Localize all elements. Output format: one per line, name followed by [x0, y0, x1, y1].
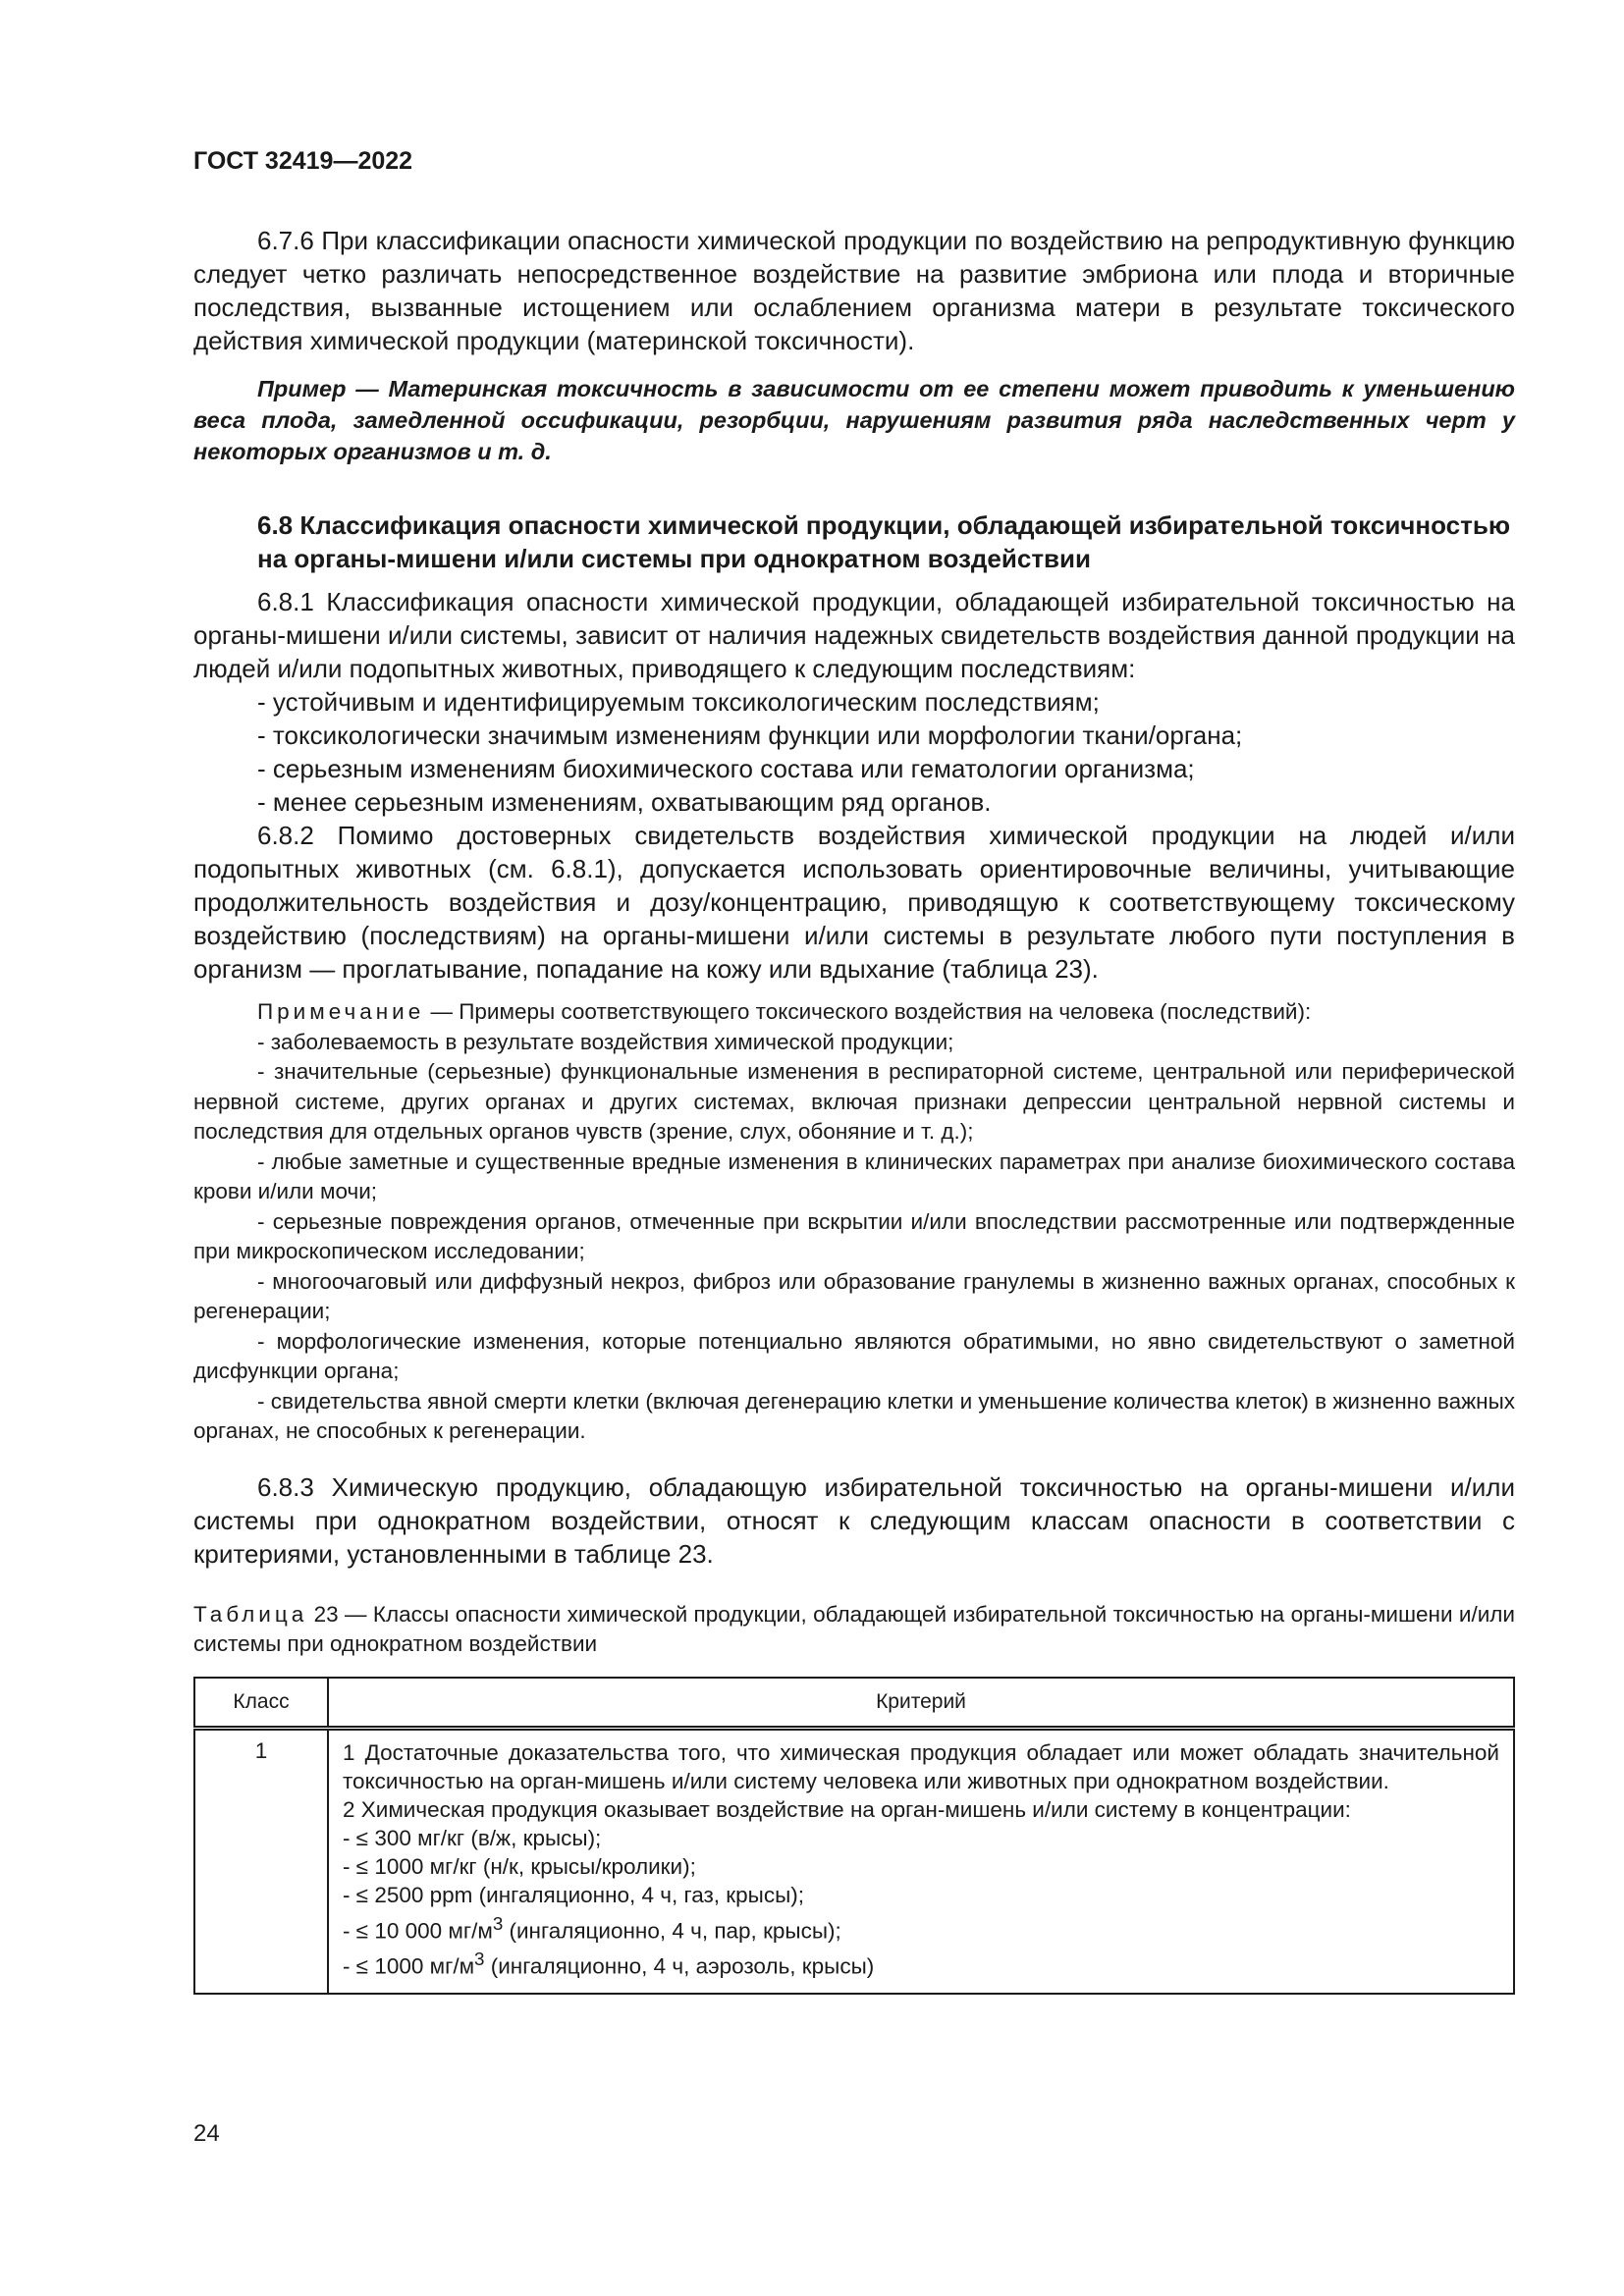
document-id: ГОСТ 32419—2022: [193, 147, 413, 175]
table-row: [194, 1728, 1514, 1994]
example-note: Пример — Материнская токсичность в зависимости от ее степени может приводить к уменьшению веса плода, замедленной оссификации, резорбции, нарушениям развития ряда наследственных черт у некоторых организмов и т. д.: [193, 376, 1515, 464]
dose-text: - ≤ 1000 мг/м: [343, 1953, 475, 1979]
criterion-cell: [328, 1728, 1514, 1994]
dose-text: (ингаляционно, 4 ч, пар, крысы);: [503, 1918, 841, 1943]
list-item: - менее серьезным изменениям, охватывающим ряд органов.: [257, 787, 992, 817]
paragraph-6-7-6: 6.7.6 При классификации опасности химической продукции по воздействию на репродуктивную функцию следует четко различать непосредственное воздействие на развитие эмбриона или плода и вторичные последствия, вызванные истощением или ослаблением организма матери в результате токсического действия химической продукции (материнской токсичности).: [193, 226, 1515, 355]
note-lead: [193, 997, 1515, 1028]
note-label: Примечание: [257, 999, 425, 1024]
note-item: - заболеваемость в результате воздействия химической продукции;: [257, 1029, 954, 1054]
note-item: - любые заметные и существенные вредные изменения в клинических параметрах при анализе биохимического состава крови и/или мочи;: [193, 1148, 1515, 1203]
class-cell: 1: [194, 1728, 328, 1994]
note-item: - серьезные повреждения органов, отмеченные при вскрытии и/или впоследствии рассмотренные или подтвержденные при микроскопическом исследовании;: [193, 1208, 1515, 1263]
list-item: - серьезным изменениям биохимического состава или гематологии организма;: [257, 754, 1195, 783]
column-header-criterion: Критерий: [328, 1678, 1514, 1729]
table-caption: [193, 1600, 1515, 1659]
document-body: [193, 224, 1515, 1995]
note-lead-text: — Примеры соответствующего токсического воздействия на человека (последствий):: [424, 999, 1312, 1024]
paragraph-6-8-1: 6.8.1 Классификация опасности химической продукции, обладающей избирательной токсичностью на органы-мишени и/или системы, зависит от наличия надежных свидетельств воздействия данной продукции на людей и/или подопытных животных, приводящего к следующим последствиям:: [193, 587, 1515, 683]
dose-text: - ≤ 10 000 мг/м: [343, 1918, 493, 1943]
paragraph-6-8-3: 6.8.3 Химическую продукцию, обладающую избирательной токсичностью на органы-мишени и/или системы при однократном воздействии, относят к следующим классам опасности в соответствии с критериями, установленными в таблице 23.: [193, 1471, 1515, 1569]
note-item: - значительные (серьезные) функциональные изменения в респираторной системе, центральной или периферической нервной системе, других органах и других системах, включая признаки депрессии центральной нервной системы и последствия для отдельных органов чувств (зрение, слух, обоняние и т. д.);: [193, 1059, 1515, 1144]
note-item: - морфологические изменения, которые потенциально являются обратимыми, но явно свидетельствуют о заметной дисфункции органа;: [193, 1328, 1515, 1383]
criterion-dose: [343, 1909, 1499, 1946]
superscript: 3: [492, 1912, 504, 1934]
list-item: - токсикологически значимым изменениям функции или морфологии ткани/органа;: [257, 721, 1243, 750]
list-item: - устойчивым и идентифицируемым токсикологическим последствиям;: [257, 687, 1100, 717]
section-heading-6-8: 6.8 Классификация опасности химической продукции, обладающей избирательной токсичностью на органы-мишени и/или системы при однократном воздействии: [257, 510, 1511, 573]
paragraph-6-8-2: 6.8.2 Помимо достоверных свидетельств воздействия химической продукции на людей и/или подопытных животных (см. 6.8.1), допускается использовать ориентировочные величины, учитывающие продолжительность воздействия и дозу/концентрацию, приводящую к соответствующему токсическому воздействию (последствиям) на органы-мишени и/или системы в результате любого пути поступления в организм — проглатывание, попадание на кожу или вдыхание (таблица 23).: [193, 821, 1515, 984]
note-item: - многоочаговый или диффузный некроз, фиброз или образование гранулемы в жизненно важных органах, способных к регенерации;: [193, 1268, 1515, 1323]
dose-text: (ингаляционно, 4 ч, аэрозоль, крысы): [484, 1953, 875, 1979]
note-item: - свидетельства явной смерти клетки (включая дегенерацию клетки и уменьшение количества клеток) в жизненно важных органах, не способных к регенерации.: [193, 1388, 1515, 1443]
criterion-dose: - ≤ 1000 мг/кг (н/к, крысы/кролики);: [343, 1853, 696, 1879]
page-number: 24: [193, 2120, 220, 2147]
criterion-dose: [343, 1945, 1499, 1981]
table-caption-label: Таблица: [193, 1601, 308, 1627]
criterion-line: 2 Химическая продукция оказывает воздействие на орган-мишень и/или систему в концентрации:: [343, 1796, 1351, 1822]
criterion-dose: - ≤ 300 мг/кг (в/ж, крысы);: [343, 1825, 602, 1850]
column-header-class: Класс: [194, 1678, 328, 1729]
hazard-class-table: [193, 1677, 1515, 1995]
criterion-line: 1 Достаточные доказательства того, что химическая продукция обладает или может обладать значительной токсичностью на орган-мишень и/или систему человека или животных при однократном воздействии.: [343, 1739, 1499, 1793]
criterion-dose: - ≤ 2500 ppm (ингаляционно, 4 ч, газ, крысы);: [343, 1882, 805, 1907]
superscript: 3: [474, 1949, 485, 1969]
note-block: [193, 997, 1515, 1447]
table-caption-text: 23 — Классы опасности химической продукции, обладающей избирательной токсичностью на органы-мишени и/или системы при однократном воздействии: [193, 1601, 1515, 1656]
consequence-list: [193, 685, 1515, 819]
table-header-row: [194, 1678, 1514, 1729]
